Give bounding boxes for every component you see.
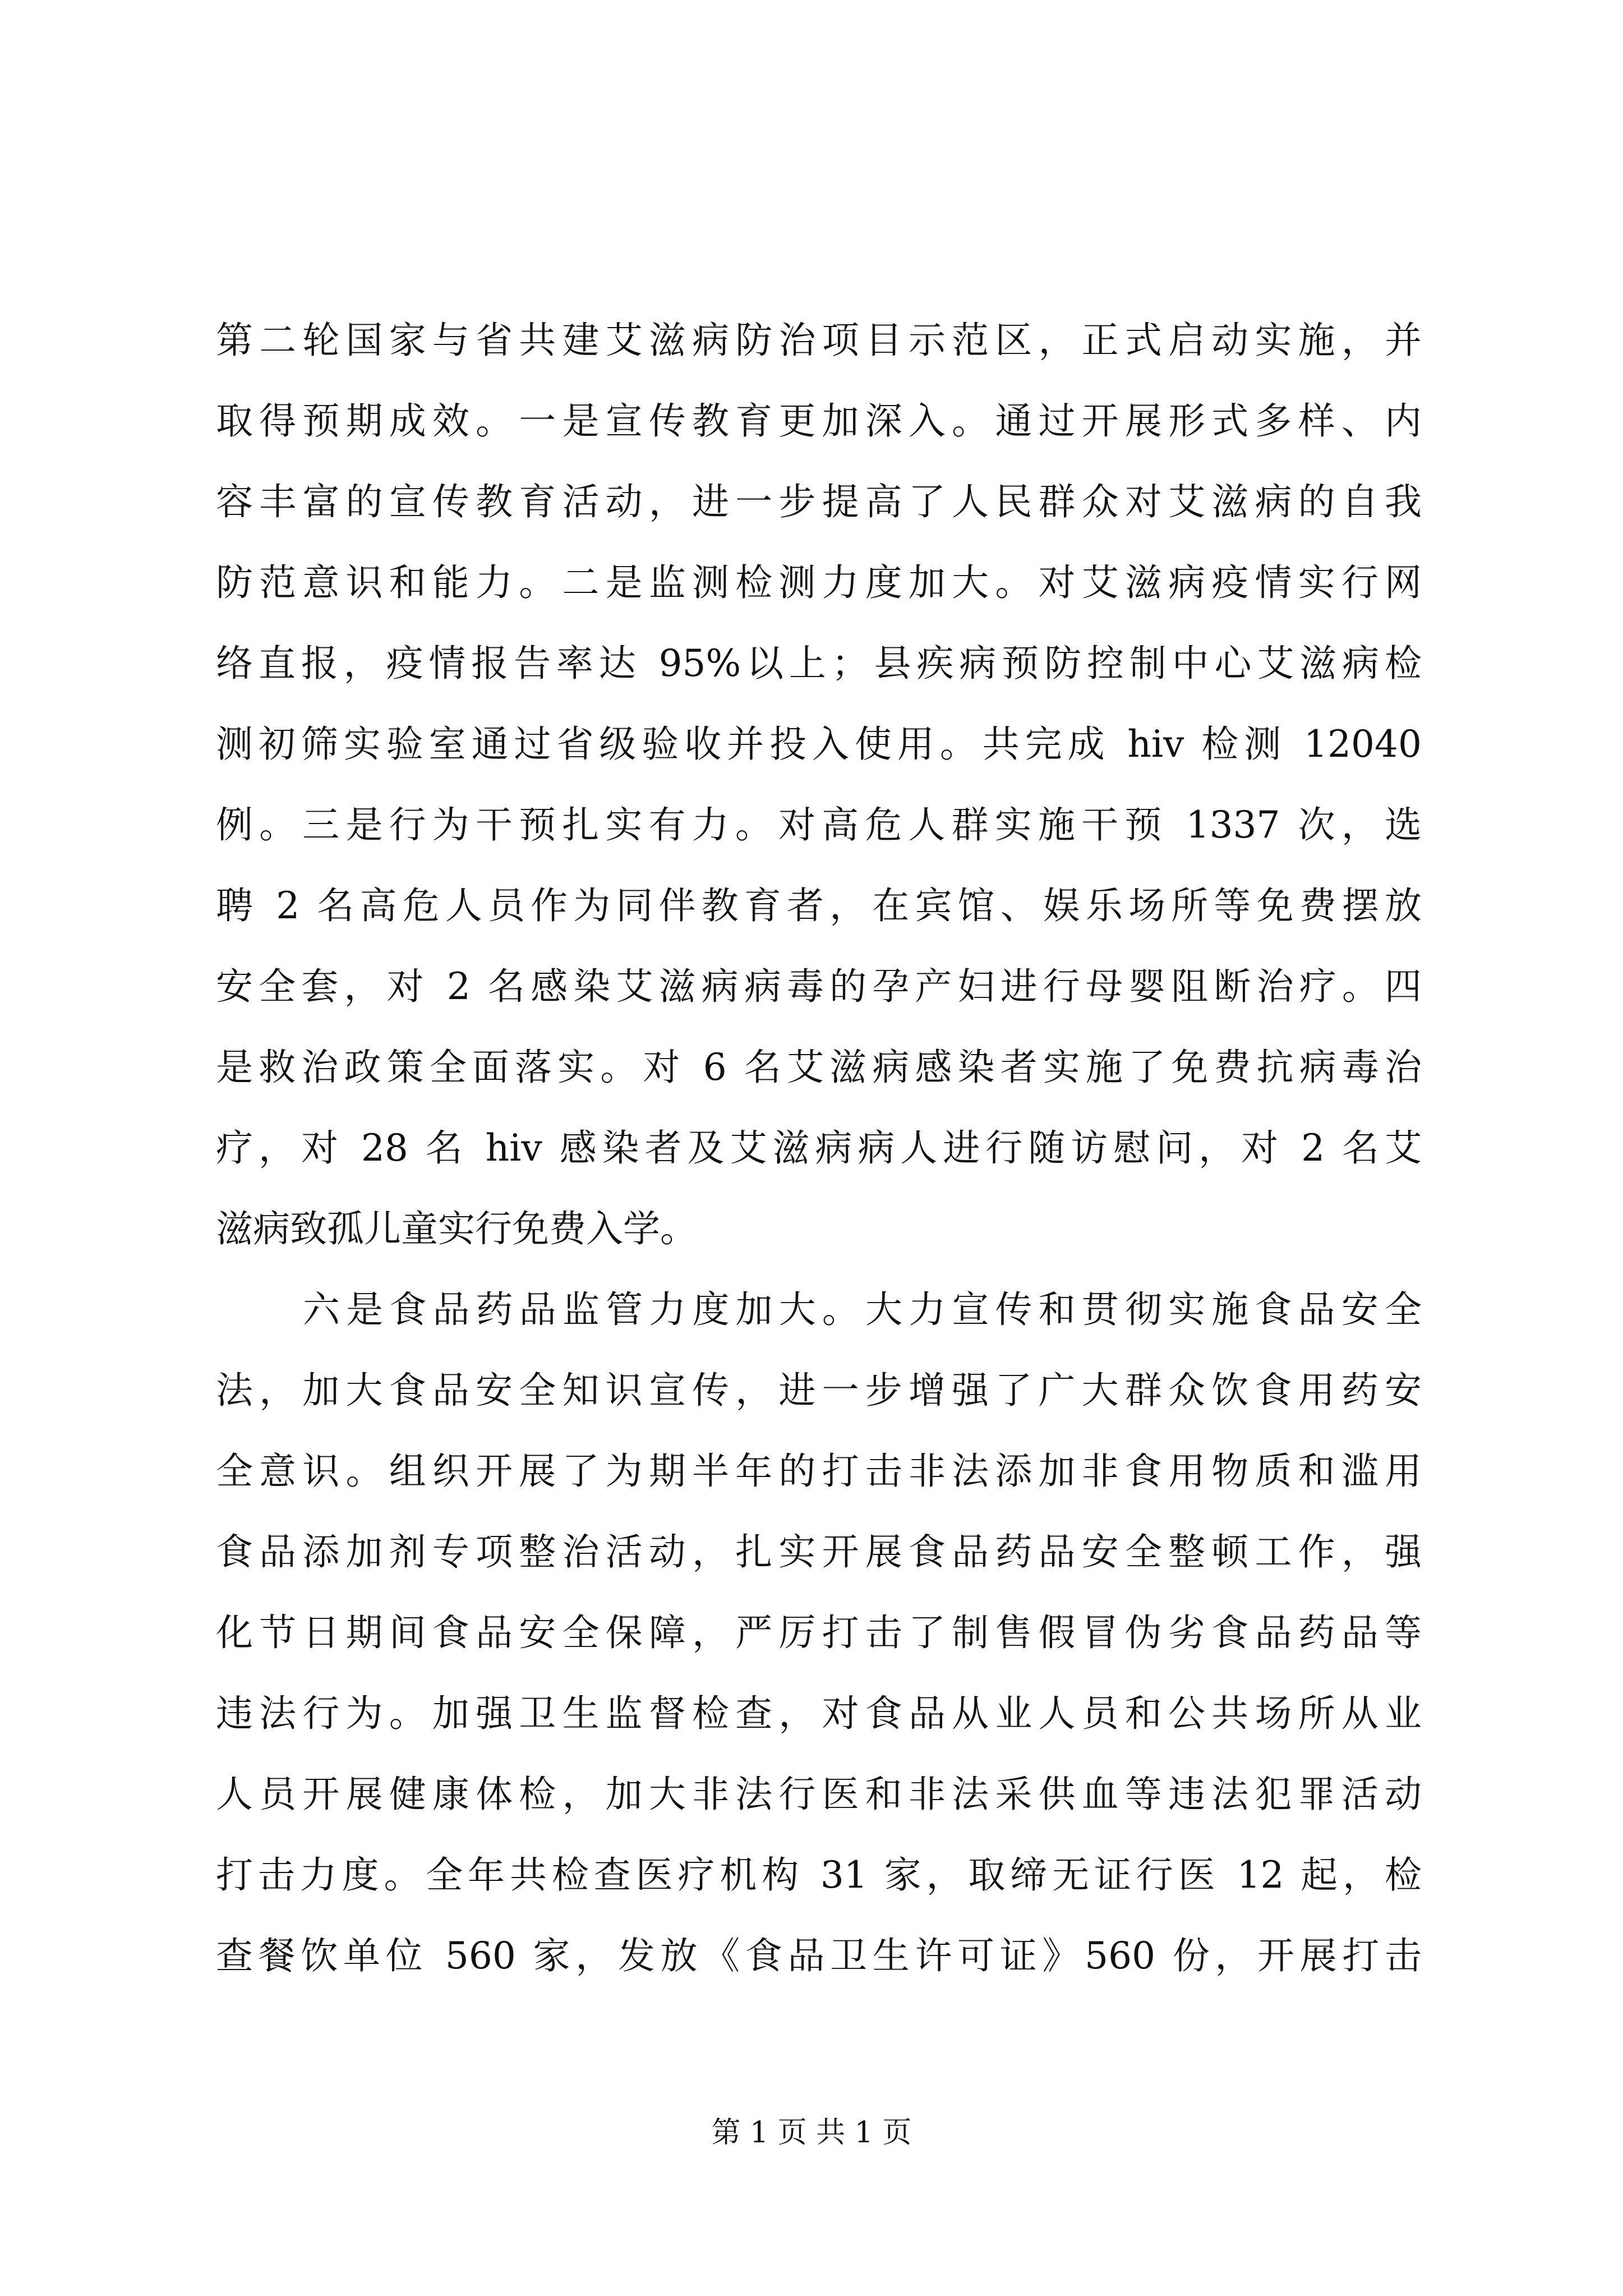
paragraph-1-line-2: 取得预期成效。一是宣传教育更加深入。通过开展形式多样、内 [216, 399, 1422, 443]
paragraph-1-line-9: 安全套，对 2 名感染艾滋病病毒的孕产妇进行母婴阻断治疗。四 [216, 965, 1422, 1008]
paragraph-2-line-4: 食品添加剂专项整治活动，扎实开展食品药品安全整顿工作，强 [216, 1530, 1422, 1573]
paragraph-1-line-10: 是救治政策全面落实。对 6 名艾滋病感染者实施了免费抗病毒治 [216, 1046, 1422, 1089]
paragraph-2-line-5: 化节日期间食品安全保障，严厉打击了制售假冒伪劣食品药品等 [216, 1611, 1422, 1654]
paragraph-1-line-8: 聘 2 名高危人员作为同伴教育者，在宾馆、娱乐场所等免费摆放 [216, 884, 1422, 927]
paragraph-1-line-11: 疗，对 28 名 hiv 感染者及艾滋病病人进行随访慰问，对 2 名艾 [216, 1126, 1422, 1170]
paragraph-1-line-5: 络直报，疫情报告率达 95%以上；县疾病预防控制中心艾滋病检 [216, 642, 1422, 685]
paragraph-1-line-3: 容丰富的宣传教育活动，进一步提高了人民群众对艾滋病的自我 [216, 480, 1422, 523]
page-footer: 第 1 页 共 1 页 [711, 2116, 912, 2150]
paragraph-1-line-1: 第二轮国家与省共建艾滋病防治项目示范区，正式启动实施，并 [216, 319, 1422, 362]
paragraph-1-line-6: 测初筛实验室通过省级验收并投入使用。共完成 hiv 检测 12040 [216, 723, 1422, 766]
paragraph-2-line-9: 查餐饮单位 560 家，发放《食品卫生许可证》560 份，开展打击 [216, 1934, 1422, 1977]
paragraph-1-line-4: 防范意识和能力。二是监测检测力度加大。对艾滋病疫情实行网 [216, 561, 1422, 604]
paragraph-2-line-6: 违法行为。加强卫生监督检查，对食品从业人员和公共场所从业 [216, 1692, 1422, 1735]
paragraph-1-line-7: 例。三是行为干预扎实有力。对高危人群实施干预 1337 次，选 [216, 803, 1422, 846]
paragraph-2-line-8: 打击力度。全年共检查医疗机构 31 家，取缔无证行医 12 起，检 [216, 1853, 1422, 1897]
paragraph-1-line-12: 滋病致孤儿童实行免费入学。 [216, 1207, 697, 1250]
paragraph-2-line-7: 人员开展健康体检，加大非法行医和非法采供血等违法犯罪活动 [216, 1773, 1422, 1816]
paragraph-2-line-2: 法，加大食品安全知识宣传，进一步增强了广大群众饮食用药安 [216, 1369, 1422, 1412]
paragraph-2-line-3: 全意识。组织开展了为期半年的打击非法添加非食用物质和滥用 [216, 1450, 1422, 1493]
paragraph-2-line-1: 六是食品药品监管力度加大。大力宣传和贯彻实施食品安全 [303, 1288, 1422, 1331]
